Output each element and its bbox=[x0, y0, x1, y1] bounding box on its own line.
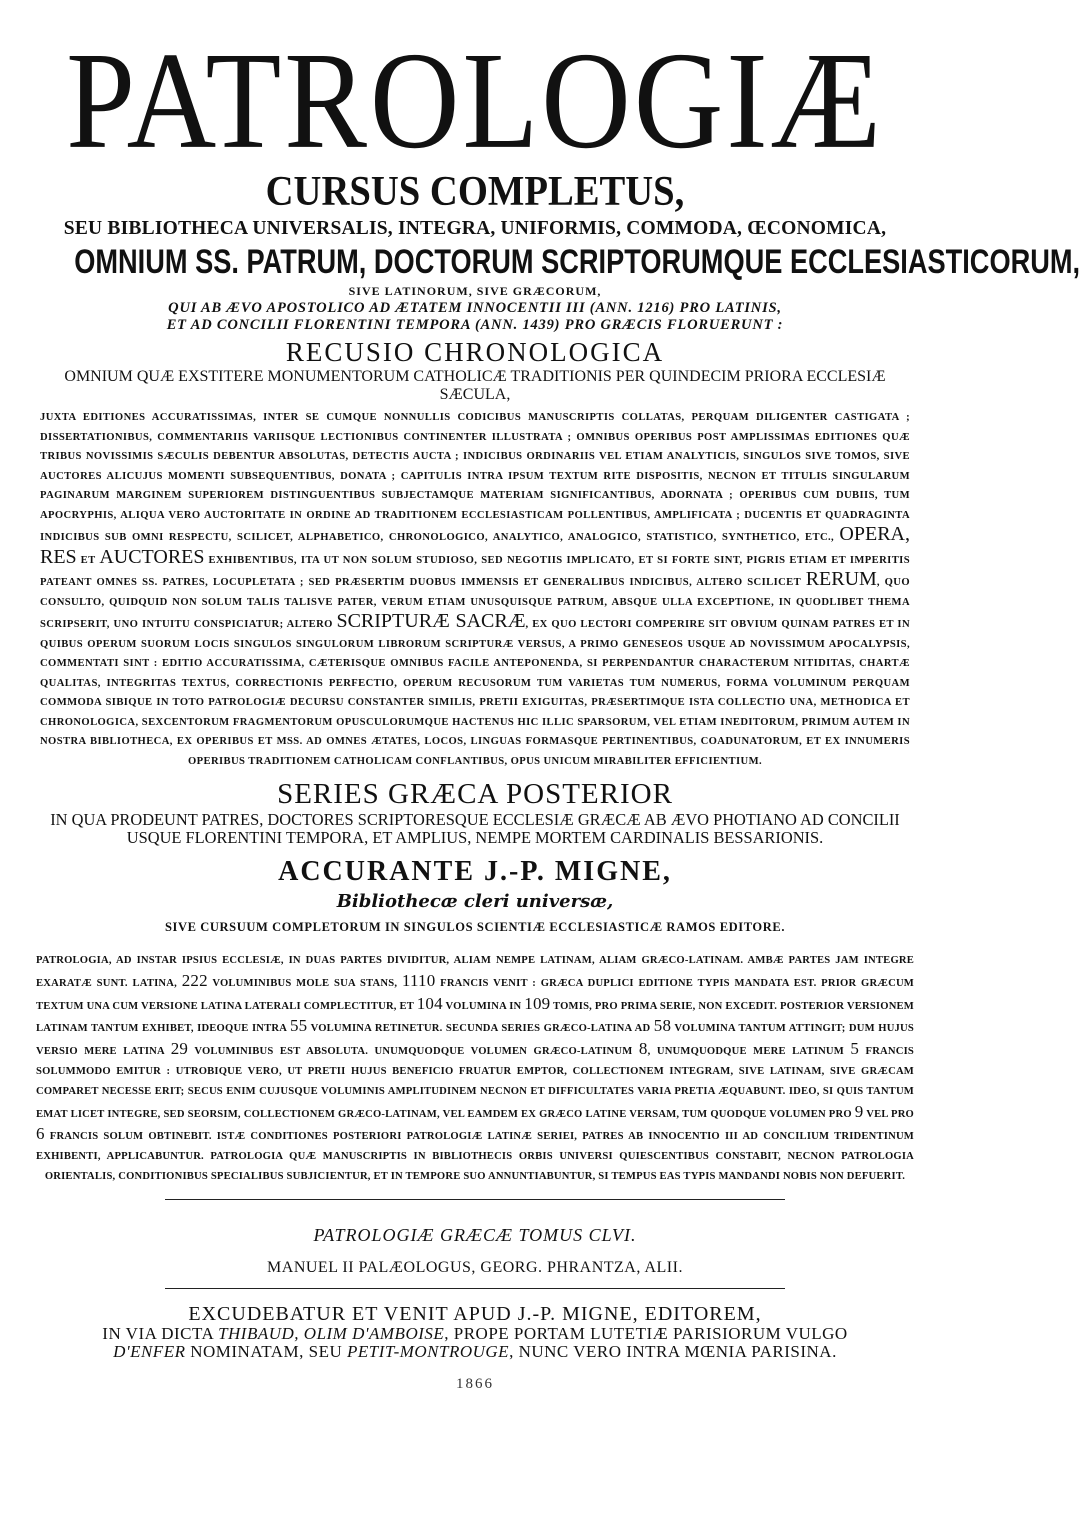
pat-text-b: VOLUMINIBUS MOLE SUA STANS, bbox=[207, 977, 402, 989]
juxta-text: JUXTA EDITIONES ACCURATISSIMAS, INTER SE CUMQUE NONNULLIS CODICIBUS MANUSCRIPTIS COLLATAS, PERQUAM DILIGENTER CASTIGATA ; DISSERTATIONIBUS, COMMENTARIIS VARIISQUE LECTIONIBUS CONTINENTER ILLUSTRATA ; OMNIBUS OPERIBUS POST AMPLISSIMAS EDITIONES QUÆ TRIBUS NOVISSIMIS SÆCULIS DEBENTUR ABSOLUTAS, DETECTIS AUCTA ; INDICIBUS ORDINARIIS VEL ETIAM ANALYTICIS, SINGULOS SIVE TOMOS, SIVE AUCTORES ALICUJUS MOMENTI SUBSEQUENTIBUS, DONATA ; CAPITULIS INTRA IPSUM TEXTUM RITE DISPOSITIS, NECNON ET TITULIS SINGULARUM PAGINARUM MARGINEM SUPERIOREM DISTINGUENTIBUS SUBJECTAMQUE MATERIAM SIGNIFICANTIBUS, ADORNATA ; OPERIBUS CUM DUBIIS, TUM APOCRYPHIS, ALIQUA VERO AUCTORITATE IN ORDINE AD TRADITIONEM ECCLESIASTICAM POLLENTIBUS, AMPLIFICATA ; bbox=[40, 412, 910, 521]
ducentis-text-d: , EX QUO LECTORI COMPERIRE SIT OBVIUM QUINAM PATRES ET IN QUIBUS OPERUM SUORUM LOCIS SINGULOS SINGULORUM LIBRORUM SCRIPTURÆ VERSUS, A PRIMO GENESEOS USQUE AD NOVISSIMUM APOCALYPSIS, COMMENTATI SINT : bbox=[40, 619, 911, 669]
in-via-line-2 bbox=[34, 1343, 916, 1361]
qui-line-1: QUI AB ÆVO APOSTOLICO AD ÆTATEM INNOCENTII III (ANN. 1216) PRO LATINIS, bbox=[168, 300, 782, 316]
subtitle: CURSUS COMPLETUS, bbox=[265, 169, 685, 215]
num-6: 6 bbox=[36, 1124, 45, 1144]
pat-text-a: PATROLOGIA, AD INSTAR IPSIUS ECCLESIÆ, IN DUAS PARTES DIVIDITUR, ALIAM NEMPE LATINAM, ALIAM GRÆCO-LATINAM. AMBÆ PARTES JAM INTEGRE EXARATÆ SUNT. LATINA, bbox=[36, 955, 914, 989]
pat-text-g: VOLUMINA TANTUM ATTINGIT; DUM HUJUS VERSIO MERE LATINA bbox=[36, 1023, 914, 1058]
num-104: 104 bbox=[416, 993, 443, 1013]
pat-text-i: , UNUMQUODQUE MERE LATINUM bbox=[647, 1046, 851, 1058]
num-109: 109 bbox=[524, 993, 551, 1013]
denfer: D'ENFER bbox=[113, 1341, 186, 1361]
series-heading: SERIES GRÆCA POSTERIOR bbox=[277, 778, 673, 810]
year: 1866 bbox=[456, 1375, 494, 1392]
manuel-line: MANUEL II PALÆOLOGUS, GEORG. PHRANTZA, ALII. bbox=[267, 1258, 683, 1276]
sive-cursuum-line: SIVE CURSUUM COMPLETORUM IN SINGULOS SCIENTIÆ ECCLESIASTICÆ RAMOS EDITORE. bbox=[164, 920, 786, 934]
accurante-line: ACCURANTE J.-P. MIGNE, bbox=[278, 856, 672, 887]
pat-text-f: VOLUMINA RETINETUR. SECUNDA SERIES GRÆCO-LATINA AD bbox=[307, 1023, 654, 1035]
in-via-text-a: IN VIA DICTA bbox=[102, 1323, 219, 1343]
num-222: 222 bbox=[181, 970, 208, 990]
recusio-heading: RECUSIO CHRONOLOGICA bbox=[285, 337, 665, 367]
num-5: 5 bbox=[850, 1039, 860, 1059]
in-via-text-d: , NUNC VERO INTRA MŒNIA PARISINA. bbox=[509, 1341, 837, 1361]
pat-text-e: TOMIS, PRO PRIMA SERIE, NON EXCEDIT. POSTERIOR VERSIONEM LATINAM TANTUM EXHIBET, IDEOQUE INTRA bbox=[36, 1000, 915, 1035]
petit-montrouge: PETIT-MONTROUGE bbox=[347, 1341, 510, 1361]
seu-line: SEU BIBLIOTHECA UNIVERSALIS, INTEGRA, UNIFORMIS, COMMODA, ŒCONOMICA, bbox=[63, 218, 887, 239]
scripturae-sacrae: SCRIPTURÆ SACRÆ bbox=[336, 610, 526, 632]
ducentis-text-b: EXHIBENTIBUS, ITA UT NON SOLUM STUDIOSO, SED NEGOTIIS IMPLICATO, ET SI FORTE SINT, PIGRIS ETIAM ET IMPERITIS PATEANT OMNES SS. PATRES, LOCUPLETATA ; SED PRÆSERTIM DUOBUS IMMENSIS ET GENERALIBUS INDICIBUS, ALTERO SCILICET bbox=[40, 554, 910, 588]
in-via-text-c: NOMINATAM, SEU bbox=[185, 1341, 347, 1361]
num-29: 29 bbox=[170, 1039, 189, 1059]
pat-text-c: FRANCIS VENIT : GRÆCA DUPLICI EDITIONE TYPIS MANDATA EST. PRIOR GRÆCUM TEXTUM UNA CUM VERSIONE LATINA LATERALI COMPLECTITUR, ET bbox=[36, 977, 915, 1012]
patrologia-paragraph bbox=[34, 951, 916, 1187]
num-1110: 1110 bbox=[401, 970, 436, 990]
omnium-line: OMNIUM SS. PATRUM, DOCTORUM SCRIPTORUMQUE ECCLESIASTICORUM, bbox=[74, 243, 1080, 281]
rerum: RERUM bbox=[805, 568, 877, 590]
sive-line: SIVE LATINORUM, SIVE GRÆCORUM, bbox=[348, 284, 602, 298]
bibliothecae-line: Bibliothecæ cleri universæ, bbox=[336, 891, 614, 912]
num-9: 9 bbox=[854, 1101, 864, 1121]
editio-text: EDITIO ACCURATISSIMA, CÆTERISQUE OMNIBUS FACILE ANTEPONENDA, SI PERPENDANTUR CHARACTERUM NITIDITAS, CHARTÆ QUALITAS, INTEGRITAS TEXTUS, CORRECTIONIS PERFECTIO, OPERUM RECUSORUM TUM VARIETAS TUM NUMERUS, FORMA VOLUMINUM PERQUAM COMMODA SIBIQUE IN TOTO PATROLOGIÆ DECURSU CONSTANTER SIMILIS, PRETII EXIGUITAS, PRÆSERTIMQUE ISTA COLLECTIO UNA, METHODICA ET CHRONOLOGICA, SEXCENTORUM FRAGMENTORUM OPUSCULORUMQUE HACTENUS HIC ILLIC SPARSORUM, VEL ETIAM INEDITORUM, PRIMUM AUTEM IN NOSTRA BIBLIOTHECA, EX OPERIBUS ET MSS. AD OMNES ÆTATES, LOCOS, LINGUAS FORMASQUE PERTINENTIBUS, COADUNATORUM, ET EX INNUMERIS OPERIBUS TRADITIONEM CATHOLICAM CONFLANTIBUS, OPUS UNICUM MIRABILITER EFFICIENTIUM. bbox=[40, 658, 910, 767]
thibaud: THIBAUD, OLIM D'AMBOISE bbox=[218, 1323, 445, 1343]
ducentis-text-c: , QUO CONSULTO, QUIDQUID NON SOLUM TALIS TALISVE PATER, VERUM ETIAM UNUSQUISQUE PATRUM, ABSQUE ULLA EXCEPTIONE, IN QUODLIBET THEMA SCRIPSERIT, UNO INTUITU CONSPICIATUR; ALTERO bbox=[40, 577, 910, 630]
omnium-quae-line: OMNIUM QUÆ EXSTITERE MONUMENTORUM CATHOLICÆ TRADITIONIS PER QUINDECIM PRIORA ECCLESIÆ SÆCULA, bbox=[64, 368, 886, 403]
divider-top bbox=[165, 1199, 785, 1200]
opera-res: OPERA, RES bbox=[40, 523, 910, 568]
in-via-text-b: , PROPE PORTAM LUTETIÆ PARISIORUM VULGO bbox=[444, 1323, 848, 1343]
auctores: AUCTORES bbox=[99, 545, 205, 568]
divider-bottom bbox=[165, 1288, 785, 1289]
excudebatur-line: EXCUDEBATUR ET VENIT APUD J.-P. MIGNE, EDITOREM, bbox=[188, 1302, 762, 1325]
et-word: ET bbox=[76, 554, 100, 566]
qui-line-2: ET AD CONCILII FLORENTINI TEMPORA (ANN. 1439) PRO GRÆCIS FLORUERUNT : bbox=[166, 317, 784, 333]
pat-text-k: VEL PRO bbox=[863, 1108, 914, 1120]
main-title: PATROLOGIÆ bbox=[66, 23, 884, 178]
in-via-line-1 bbox=[34, 1325, 916, 1343]
pat-text-d: VOLUMINA IN bbox=[442, 1000, 525, 1012]
ducentis-text-a: DUCENTIS ET QUADRAGINTA INDICIBUS SUB OMNI RESPECTU, SCILICET, ALPHABETICO, CHRONOLOGICO, ANALYTICO, ANALOGICO, STATISTICO, SYNTHETICO, ETC., bbox=[40, 509, 911, 543]
pat-text-h: VOLUMINIBUS EST ABSOLUTA. UNUMQUODQUE VOLUMEN GRÆCO-LATINUM bbox=[188, 1046, 639, 1058]
num-58: 58 bbox=[653, 1016, 672, 1036]
in-qua-line: IN QUA PRODEUNT PATRES, DOCTORES SCRIPTORESQUE ECCLESIÆ GRÆCÆ AB ÆVO PHOTIANO AD CONCILII USQUE FLORENTINI TEMPORA, ET AMPLIUS, NEMPE MORTEM CARDINALIS BESSARIONIS. bbox=[50, 810, 900, 847]
tomus-line: PATROLOGIÆ GRÆCÆ TOMUS CLVI. bbox=[313, 1224, 637, 1245]
pat-text-l: FRANCIS SOLUM OBTINEBIT. ISTÆ CONDITIONES POSTERIORI PATROLOGIÆ LATINÆ SERIEI, PATRES AB INNOCENTIO III AD CONCILIUM TRIDENTINUM EXHIBENTI, APPLICABUNTUR. PATROLOGIA QUÆ MANUSCRIPTIS IN BIBLIOTHECIS ORBIS UNIVERSI QUIESCENTIBUS CONSTABIT, NECNON PATROLOGIA ORIENTALIS, CONDITIONIBUS SPECIALIBUS SUBJICIENTUR, ET IN TEMPORE SUO ANNUNTIABUNTUR, SI TEMPUS EAS TYPIS MANDANDI NOBIS NON DEFUERIT. bbox=[36, 1131, 914, 1182]
num-55: 55 bbox=[289, 1016, 308, 1036]
pat-text-j: FRANCIS SOLUMMODO EMITUR : UTROBIQUE VERO, UT PRETII HUJUS BENEFICIO FRUATUR EMPTOR, COLLECTIONEM INTEGRAM, SIVE LATINAM, SIVE GRÆCAM COMPARET NECESSE ERIT; SECUS ENIM CUJUSQUE VOLUMINIS AMPLITUDINEM NECNON ET DIFFICULTATES VARIA PRETIA ÆQUABUNT. IDEO, SI QUIS TANTUM EMAT LICET INTEGRE, SED SEORSIM, COLLECTIONEM GRÆCO-LATINAM, VEL EAMDEM EX GRÆCO LATINE VERSAM, TUM QUODQUE VOLUMEN PRO bbox=[36, 1046, 915, 1120]
num-8: 8 bbox=[638, 1039, 648, 1059]
juxta-paragraph bbox=[34, 408, 916, 771]
